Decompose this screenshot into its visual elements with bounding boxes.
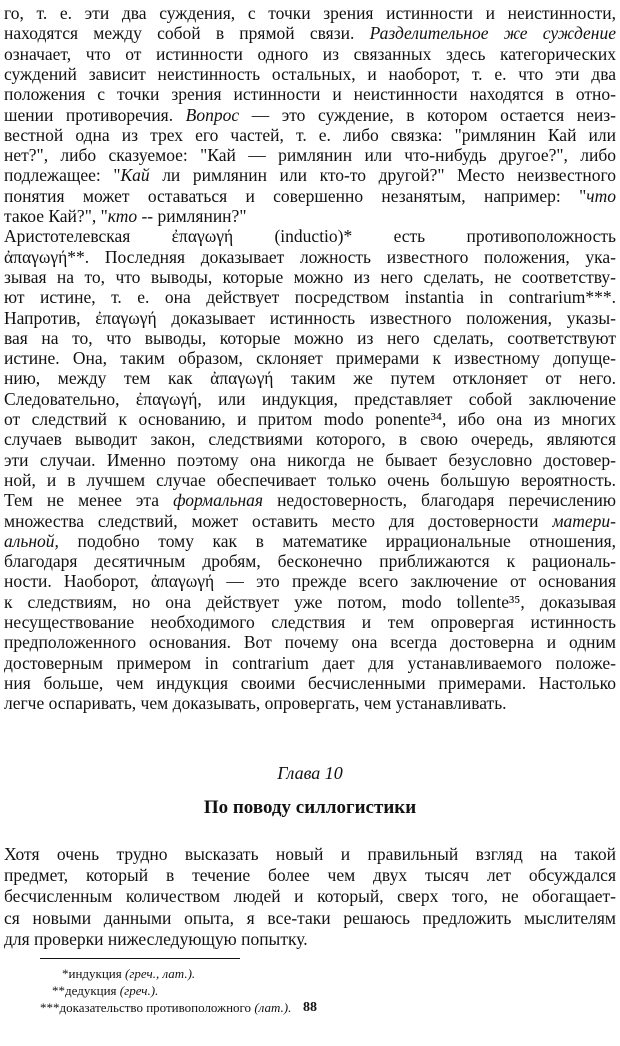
text-segment: предположенного основания. Вот почему она всегда достоверна и одним <box>4 632 616 653</box>
text-line <box>4 692 616 714</box>
text-line <box>4 489 616 511</box>
text-segment: предмет, который в течение более чем двух тысяч лет обсуждался <box>4 865 616 886</box>
text-line <box>4 652 616 674</box>
text-line <box>4 864 616 886</box>
text-segment: ной, и в лучшем случае обеспечивает только очень большую вероятность. <box>4 469 616 490</box>
text-line <box>4 631 616 653</box>
text-segment: истине. Она, таким образом, склоняет примерами к известному допуще- <box>4 348 616 369</box>
text-segment: го, т. е. эти два суждения, с точки зрения истинности и неистинности, <box>4 3 616 23</box>
text-line <box>4 327 616 349</box>
text-line <box>4 843 616 865</box>
text-segment: -- римлянин?" <box>137 206 247 226</box>
text-line <box>4 2 616 24</box>
text-line <box>4 367 616 389</box>
text-line <box>4 144 616 166</box>
text-segment: Аристотелевская ἐπαγωγή (inductio)* есть противоположность <box>4 226 616 247</box>
text-line <box>4 164 616 186</box>
text-line <box>4 104 616 126</box>
footnote-marker: *** <box>40 1000 60 1015</box>
text-segment: случаев выводит закон, следствиями которого, в свою очередь, являются <box>4 429 616 450</box>
text-segment: Хотя очень трудно высказать новый и правильный взгляд на такой <box>4 844 616 864</box>
text-line <box>4 205 616 227</box>
text-segment: подобно тому как в математике иррациональные отношения, <box>58 530 616 551</box>
text-segment: нет?", либо сказуемое: "Кай — римлянин или что-нибудь другое?", либо <box>4 145 616 166</box>
text-line <box>4 408 616 430</box>
chapter-label: Глава 10 <box>277 763 343 783</box>
text-line <box>4 63 616 85</box>
text-segment: вестной одна из трех его частей, т. е. либо связка: "римлянин Кай или <box>4 124 616 145</box>
text-segment: Вопрос <box>185 104 240 125</box>
text-line <box>4 185 616 207</box>
footnote-language: (греч., лат.). <box>125 966 196 981</box>
text-segment: достоверным примером in contrarium дает для устанавливаемого положе- <box>4 652 616 673</box>
text-segment: недостоверность, благодаря перечислению <box>263 490 616 511</box>
text-segment: ся новыми данными опыта, я все-таки решаюсь предложить мыслителям <box>4 907 616 928</box>
text-segment: кто <box>107 206 138 226</box>
text-segment: к следствиям, но она действует уже потом, modo tollente³⁵, доказывая <box>4 591 616 612</box>
text-segment: Разделительное же суждение <box>369 23 617 44</box>
text-line <box>4 469 616 491</box>
footnote-marker: ** <box>52 983 65 998</box>
text-segment: находятся между собой в прямой связи. <box>4 23 370 44</box>
footnote-language: (греч.). <box>119 983 159 998</box>
text-segment: подлежащее: " <box>4 165 121 186</box>
text-line <box>4 307 616 329</box>
text-segment: зывая на то, что выводы, которые можно из него сделать, не соответству- <box>4 266 616 287</box>
text-line <box>4 591 616 613</box>
text-segment: для проверки нижеследующую попытку. <box>4 928 308 949</box>
text-line <box>4 449 616 471</box>
footnote-text: индукция <box>68 966 125 981</box>
text-line <box>4 611 616 633</box>
text-line <box>4 225 616 247</box>
text-line <box>4 672 616 694</box>
text-line <box>4 286 616 308</box>
text-line <box>4 266 616 288</box>
text-segment: альной, <box>4 530 59 551</box>
text-line <box>4 928 616 950</box>
text-segment: множества следствий, может оставить место для достоверности <box>4 510 553 531</box>
page-number: 88 <box>303 1000 317 1015</box>
text-line <box>4 510 616 532</box>
text-segment: благодаря десятичным дробям, бесконечно приближаются к рациональ- <box>4 551 616 572</box>
text-segment: Кай <box>120 165 150 186</box>
text-segment: такое Кай?", " <box>4 206 108 226</box>
text-segment: вая на то, что выводы, которые можно из него сделать, соответствуют <box>4 327 616 348</box>
text-segment: ния больше, чем индукция своими бесчисленными примерами. Настолько <box>4 672 616 693</box>
footnote-divider <box>40 958 240 959</box>
footnote-marker: * <box>62 966 69 981</box>
text-segment: — это суждение, в котором остается неиз- <box>239 104 616 125</box>
text-segment: Тем не менее эта <box>4 490 174 511</box>
footnote <box>52 983 158 999</box>
text-segment: шении противоречия. <box>4 104 186 125</box>
text-segment: Следовательно, ἐπαγωγή, или индукция, представляет собой заключение <box>4 388 616 409</box>
text-segment: что <box>586 185 616 206</box>
text-segment: несуществование необходимого следствия и тем опровергая истинность <box>4 612 616 632</box>
text-line <box>4 570 616 592</box>
text-line <box>4 885 616 907</box>
text-segment: Напротив, ἐπαγωγή доказывает истинность известного положения, указы- <box>4 307 616 328</box>
chapter-title: По поводу силлогистики <box>203 797 417 818</box>
text-segment: легче оспаривать, чем доказывать, опровергать, чем устанавливать. <box>4 693 507 714</box>
text-segment: ἀπαγωγή**. Последняя доказывает ложность известного положения, ука- <box>4 246 616 267</box>
text-segment: от следствий к основанию, и притом modo ponente³⁴, ибо она из многих <box>4 409 616 429</box>
text-line <box>4 246 616 268</box>
text-segment: нию, между тем как ἀπαγωγή таким же путем отклоняет от него. <box>4 368 616 389</box>
footnote <box>62 966 195 982</box>
text-segment: положения с точки зрения истинности и неистинности находятся в отно- <box>4 84 616 105</box>
text-line <box>4 22 616 44</box>
text-segment: означает, что от истинности одного из связанных здесь категорических <box>4 43 616 64</box>
text-segment: бесчисленным количеством людей и который, сверх того, не обогащает- <box>4 886 616 907</box>
text-segment: ности. Наоборот, ἀπαγωγή — это прежде всего заключение от основания <box>4 571 616 592</box>
text-line <box>4 530 616 552</box>
text-line <box>4 124 616 146</box>
text-segment: ют истине, т. е. она действует посредством instantia in contrarium***. <box>4 287 616 308</box>
text-segment: матери- <box>552 510 616 531</box>
text-segment: эти случаи. Именно поэтому она никогда не бывает безусловно достовер- <box>4 449 616 470</box>
footnote-text: дедукция <box>65 983 120 998</box>
text-line <box>4 388 616 410</box>
text-segment: формальная <box>173 490 264 511</box>
text-segment: ли римлянин или кто-то другой?" Место неизвестного <box>149 165 616 186</box>
footnote-text: доказательство противоположного <box>59 1000 255 1015</box>
text-line <box>4 550 616 572</box>
text-line <box>4 83 616 105</box>
text-line <box>4 347 616 369</box>
text-line <box>4 43 616 65</box>
text-line <box>4 428 616 450</box>
text-segment: понятия может оставаться и совершенно незанятым, например: " <box>4 185 587 206</box>
text-segment: суждений зависит неистинность остальных, и наоборот, т. е. что эти два <box>4 63 616 84</box>
text-line <box>4 907 616 929</box>
footnote-language: (лат.). <box>254 1000 292 1015</box>
